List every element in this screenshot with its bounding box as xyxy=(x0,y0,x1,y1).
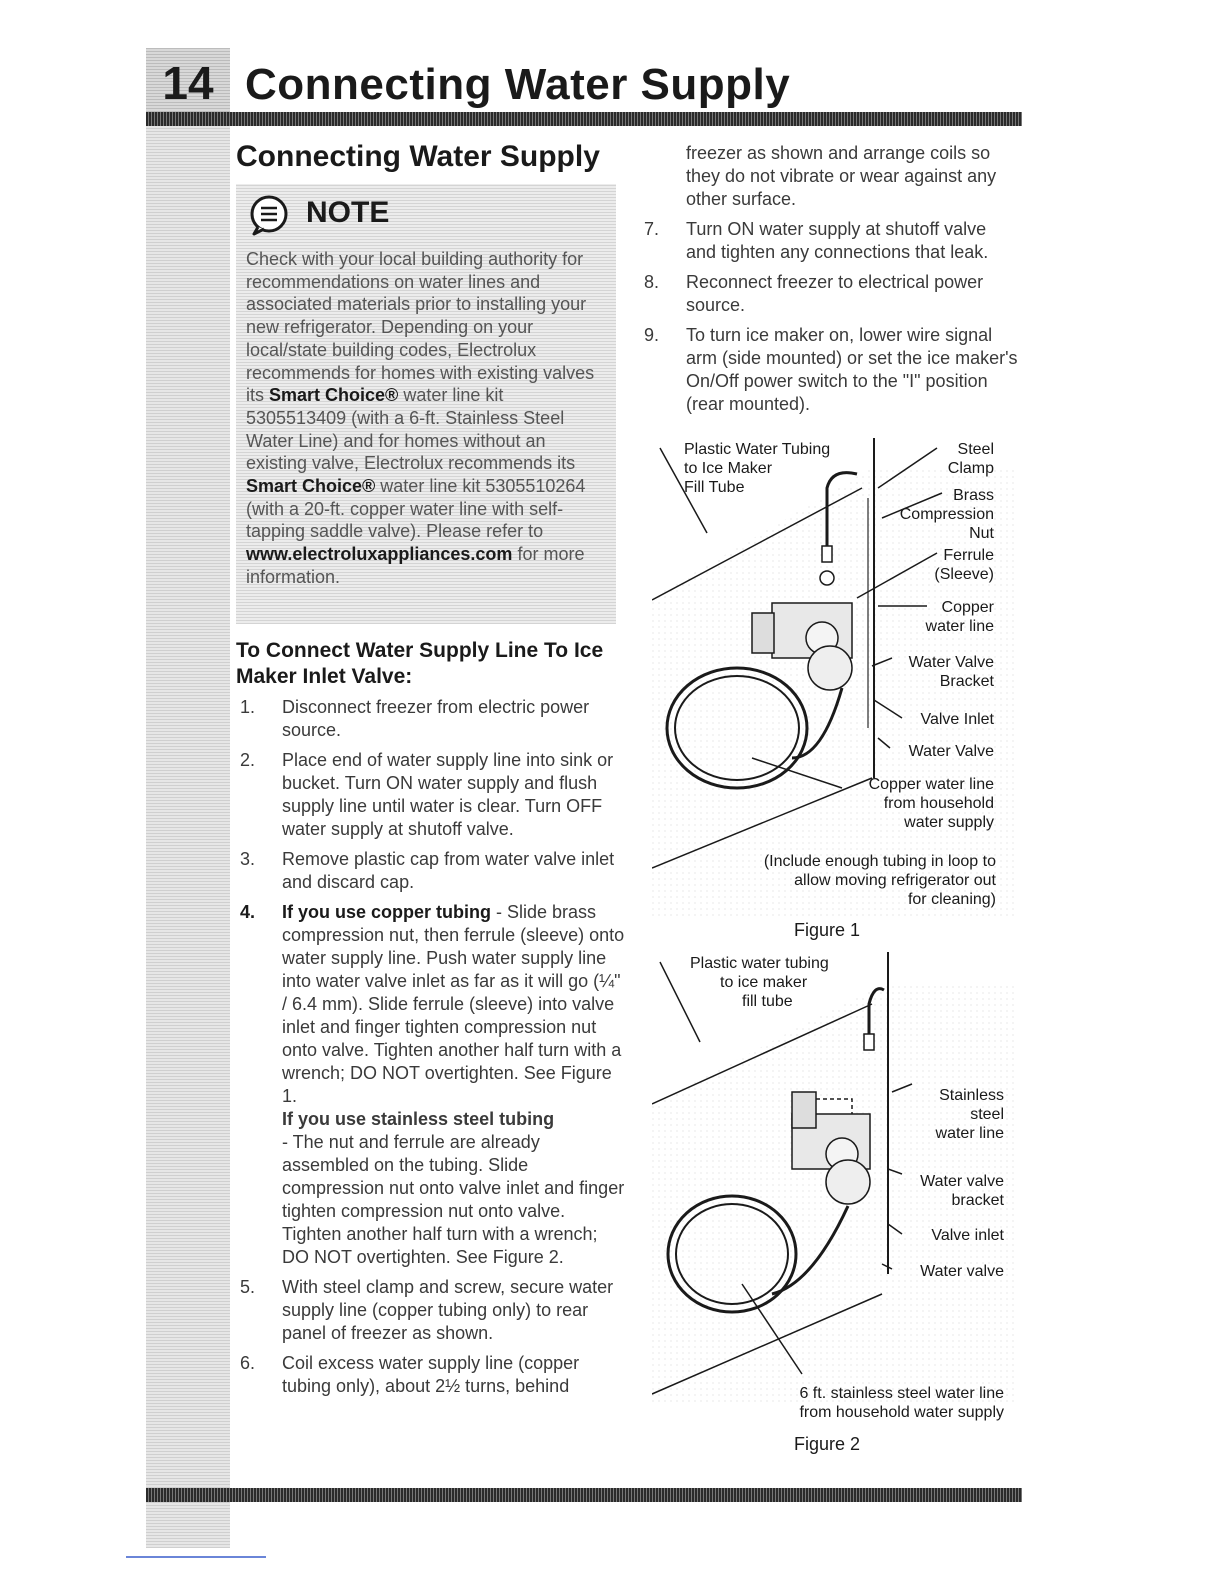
fig1-callout-loop-note: (Include enough tubing in loop to allow moving refrigerator out for cleaning) xyxy=(763,853,996,908)
step-1: 1. Disconnect freezer from electric power source. xyxy=(240,697,590,740)
step-6: 6. Coil excess water supply line (copper tubing only), about 2½ turns, behind xyxy=(240,1353,580,1396)
page-title: Connecting Water Supply xyxy=(245,60,791,109)
scan-mark-line xyxy=(126,1556,266,1558)
fig2-callout-plastic-tubing: Plastic water tubing to ice maker fill tube xyxy=(690,955,829,1010)
note-speech-bubble-icon xyxy=(248,194,290,236)
fig1-callout-water-valve: Water Valve xyxy=(908,743,994,760)
step-5: 5. With steel clamp and screw, secure water supply line (copper tubing only) to rear panel of freezer as shown. xyxy=(240,1277,614,1343)
fig1-callout-valve-inlet: Valve Inlet xyxy=(920,711,994,728)
top-rule xyxy=(146,112,1022,126)
figure-2-caption: Figure 2 xyxy=(794,1434,861,1454)
note-bold-smart-choice-1: Smart Choice® xyxy=(269,385,399,406)
step-4-stainless: If you use stainless steel tubing - The nut and ferrule are already assembled on the tubing. Slide compression nut onto valve inlet and finger tighten compression nut onto valve. Tighten another half turn with a wrench; DO NOT overtighten. See Figure 2. xyxy=(282,1109,625,1267)
fig1-callout-household: Copper water line from household water supply xyxy=(868,776,994,831)
note-website-link[interactable]: www.electroluxappliances.com xyxy=(246,544,513,565)
section-heading: Connecting Water Supply xyxy=(236,140,600,173)
side-shading-strip xyxy=(146,48,230,1548)
procedure-heading: To Connect Water Supply Line To Ice Maker Inlet Valve: xyxy=(236,639,604,688)
note-bold-smart-choice-2: Smart Choice® xyxy=(246,476,376,497)
fig2-callout-water-valve: Water valve xyxy=(920,1263,1004,1280)
steps-list-right xyxy=(640,142,1020,423)
fig1-callout-brass-nut: Brass Compression Nut xyxy=(899,487,994,542)
step-8: 8. Reconnect freezer to electrical power source. xyxy=(644,272,984,315)
fig1-callout-valve-bracket: Water Valve Bracket xyxy=(908,654,994,690)
step-3: 3. Remove plastic cap from water valve inlet and discard cap. xyxy=(240,849,615,892)
step-4: 4. If you use copper tubing - Slide brass compression nut, then ferrule (sleeve) onto water supply line. Push water supply line into water valve inlet as far as it will go (¼" / 6.4 mm). Slide ferrule (sleeve) into valve inlet and finger tighten compression nut onto valve. Tighten another half turn with a wrench; DO NOT overtighten. See Figure 1. xyxy=(240,902,625,1106)
step-9: 9. To turn ice maker on, lower wire signal arm (side mounted) or set the ice maker's On/Off power switch to the "I" position (rear mounted). xyxy=(644,325,1018,414)
fig2-callout-valve-inlet: Valve inlet xyxy=(931,1227,1004,1244)
note-label: NOTE xyxy=(306,196,390,229)
step-2: 2. Place end of water supply line into sink or bucket. Turn ON water supply and flush supply line until water is clear. Turn OFF water supply at shutoff valve. xyxy=(240,750,614,839)
page-number-box xyxy=(146,48,230,118)
page-number: 14 xyxy=(162,57,214,109)
step-7: 7. Turn ON water supply at shutoff valve and tighten any connections that leak. xyxy=(644,219,989,262)
note-text: Check with your local building authority for recommendations on water lines and associated materials prior to installing your new refrigerator. Depending on your local/state building codes, Electrolux recommends for homes with existing valves its Smart Choice® water line kit 5305513409 (with a 6-ft. Stainless Steel Water Line) and for homes without an existing valve, Electrolux recommends its Smart Choice® water line kit 5305510264 (with a 20-ft. copper water line with self-tapping saddle valve). Please refer to www.electroluxappliances.com for more information. xyxy=(246,249,595,587)
fig1-callout-plastic-tubing: Plastic Water Tubing to Ice Maker Fill Tube xyxy=(684,441,831,496)
fig1-callout-steel-clamp: Steel Clamp xyxy=(947,441,994,477)
step-6-continued: freezer as shown and arrange coils so they do not vibrate or wear against any other surface. xyxy=(686,143,997,209)
fig2-callout-stainless-line: Stainless steel water line xyxy=(935,1087,1004,1142)
fig2-callout-valve-bracket: Water valve bracket xyxy=(920,1173,1004,1209)
figure-1-caption: Figure 1 xyxy=(794,920,861,940)
fig1-callout-copper-line: Copper water line xyxy=(925,599,994,635)
fig2-callout-household: 6 ft. stainless steel water line from household water supply xyxy=(799,1385,1004,1421)
fig1-callout-ferrule: Ferrule (Sleeve) xyxy=(934,547,994,583)
steps-list-left xyxy=(236,696,626,1405)
bottom-rule xyxy=(146,1488,1022,1502)
